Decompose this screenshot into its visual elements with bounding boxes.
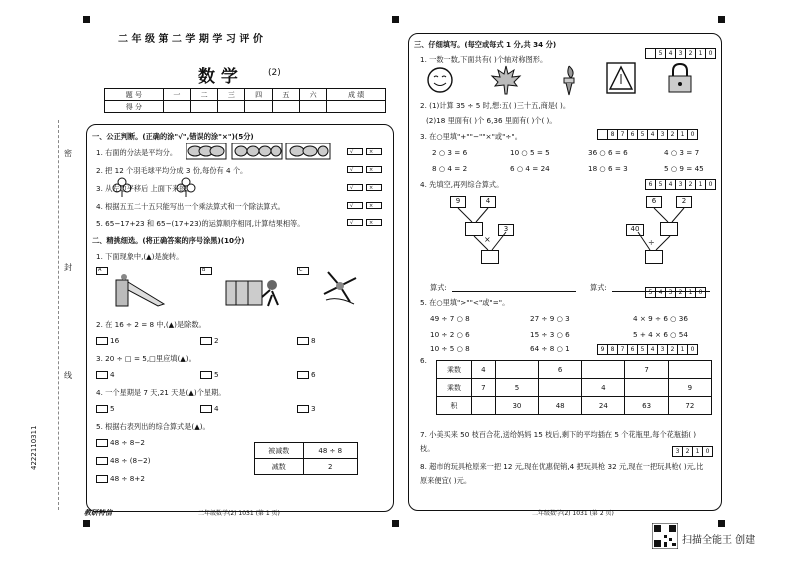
table-cell[interactable]: 4: [472, 361, 496, 379]
choice-option-b[interactable]: B: [200, 266, 214, 275]
table-cell[interactable]: 24: [582, 397, 625, 415]
score-cell[interactable]: [163, 101, 190, 113]
scanner-watermark: 扫描全能王 创建: [682, 535, 756, 546]
operator-item[interactable]: 18 ○ 6 = 3: [588, 164, 628, 173]
registration-mark: [718, 520, 725, 527]
fill-question: 2. (1)计算 35 ÷ 5 时,想:五( )三十五,商是( )。: [420, 101, 571, 110]
fill-question: (2)18 里面有( )个 6,36 里面有( )个( )。: [426, 116, 557, 125]
operator-item[interactable]: 8 ○ 4 = 2: [432, 164, 468, 173]
smiley-icon: [426, 66, 454, 94]
operator-item[interactable]: 4 ○ 3 = 7: [664, 148, 700, 157]
table-cell[interactable]: [668, 361, 711, 379]
table-cell[interactable]: 7: [625, 361, 668, 379]
row-label: 乘数: [437, 379, 472, 397]
false-box[interactable]: ×: [366, 184, 382, 191]
formula-label: 算式:: [590, 283, 607, 292]
compare-item[interactable]: 27 ÷ 9 ○ 3: [530, 314, 570, 323]
choice-option-c[interactable]: 8: [297, 336, 316, 345]
table-cell[interactable]: 4: [582, 379, 625, 397]
judge-item: 2. 把 12 个羽毛球平均分成 3 份,每份有 4 个。: [96, 166, 248, 175]
table-cell[interactable]: 63: [625, 397, 668, 415]
compare-item[interactable]: 5 + 4 × 6 ○ 54: [633, 330, 688, 339]
table-cell[interactable]: [625, 379, 668, 397]
score-table: [104, 88, 386, 113]
fill-question: 5. 在○里填">""<"或"="。: [420, 298, 510, 307]
section2-title: 二、精挑细选。(将正确答案的序号涂黑)(10分): [92, 236, 245, 245]
choice-option-b[interactable]: 48 ÷ (8−2): [96, 456, 151, 465]
digit-strip[interactable]: 3 2 1 0: [672, 446, 713, 457]
barcode-number: 4222110311: [30, 425, 38, 470]
answer-cell[interactable]: [465, 222, 483, 236]
seal-label: 密: [64, 149, 72, 158]
table-cell[interactable]: [495, 361, 538, 379]
compare-item[interactable]: 49 ÷ 7 ○ 8: [430, 314, 470, 323]
table-cell[interactable]: [539, 379, 582, 397]
row-label: 积: [437, 397, 472, 415]
publisher-logo: 教研特信: [84, 509, 112, 517]
seal-label: 线: [64, 371, 72, 380]
choice-question: 1. 下面现象中,(▲)是旋转。: [96, 252, 184, 261]
false-box[interactable]: ×: [366, 148, 382, 155]
diagram-box: 9: [450, 196, 466, 208]
digit-strip[interactable]: 5 4 3 2 1 0: [645, 287, 706, 298]
table-cell[interactable]: 6: [539, 361, 582, 379]
word-problem: 8. 超市的玩具枪原来一把 12 元,现在优惠促销,4 把玩具枪 32 元,现在一把玩具枪( )元,比原来便宜( )元。: [420, 462, 704, 485]
table-cell: 被减数: [255, 443, 304, 459]
diagram-box: 4: [480, 196, 496, 208]
registration-mark: [83, 16, 90, 23]
digit-strip[interactable]: 6 5 4 3 2 1 0: [645, 179, 716, 190]
score-cell[interactable]: [327, 101, 386, 113]
section3-title: 三、仔细填写。(每空或每式 1 分,共 34 分): [414, 40, 557, 49]
operator-item[interactable]: 6 ○ 4 = 24: [510, 164, 550, 173]
score-row-label: 得 分: [105, 101, 164, 113]
operator-label: ×: [484, 235, 491, 244]
registration-mark: [392, 520, 399, 527]
judge-item: 4. 根据五五二十五只能写出一个乘法算式和一个除法算式。: [96, 202, 285, 211]
diagram-box: 40: [626, 224, 644, 236]
subtraction-table: [254, 442, 358, 475]
leaf-pictures: [186, 143, 336, 161]
true-box[interactable]: √: [347, 148, 363, 155]
false-box[interactable]: ×: [366, 202, 382, 209]
slide-picture: [112, 272, 168, 308]
table-cell[interactable]: 7: [472, 379, 496, 397]
table-cell[interactable]: 30: [495, 397, 538, 415]
judge-item: 3. 从左边平移后 上面下来的。: [96, 184, 194, 193]
operator-item[interactable]: 5 ○ 9 = 45: [664, 164, 704, 173]
diagram-box: 3: [498, 224, 514, 236]
compare-item[interactable]: 64 ÷ 8 ○ 1: [530, 344, 570, 353]
score-cell[interactable]: [272, 101, 299, 113]
answer-cell[interactable]: [660, 222, 678, 236]
score-cell[interactable]: [190, 101, 217, 113]
choice-question: 2. 在 16 ÷ 2 = 8 中,(▲)是除数。: [96, 320, 206, 329]
table-cell[interactable]: 48: [539, 397, 582, 415]
choice-question: 4. 一个星期是 7 天,21 天是(▲)个星期。: [96, 388, 226, 397]
choice-option-c[interactable]: C: [297, 266, 311, 275]
judge-item: 1. 右面的分法是平均分。: [96, 148, 178, 157]
seal-label: 封: [64, 263, 72, 272]
choice-option-c[interactable]: 48 ÷ 8+2: [96, 474, 145, 483]
digit-strip[interactable]: 8 7 6 5 4 3 2 1 0: [597, 129, 698, 140]
edition-label: (2): [268, 68, 281, 78]
multiplication-table: [436, 360, 712, 415]
true-box[interactable]: √: [347, 219, 363, 226]
operator-item[interactable]: 2 ○ 3 = 6: [432, 148, 468, 157]
choice-option-a[interactable]: 5: [96, 404, 115, 413]
formula-blank[interactable]: [452, 291, 576, 292]
true-box[interactable]: √: [347, 202, 363, 209]
subject-title: 数 学: [198, 67, 238, 87]
page-number: 二年级数学(2) 1031 (第 1 页): [198, 510, 280, 517]
operator-item[interactable]: 10 ○ 5 = 5: [510, 148, 550, 157]
row-label: 乘数: [437, 361, 472, 379]
registration-mark: [83, 520, 90, 527]
true-box[interactable]: √: [347, 166, 363, 173]
fill-question: 4. 先填空,再列综合算式。: [420, 180, 504, 189]
table-cell[interactable]: 9: [668, 379, 711, 397]
diagram-box: 6: [646, 196, 662, 208]
score-header: 五: [272, 89, 299, 101]
table-cell[interactable]: [582, 361, 625, 379]
windmill-picture: [318, 268, 362, 308]
warning-sign-icon: [606, 62, 636, 94]
true-box[interactable]: √: [347, 184, 363, 191]
choice-option-a[interactable]: 4: [96, 370, 115, 379]
table-cell: 48 ÷ 8: [303, 443, 357, 459]
digit-strip[interactable]: 9 8 7 6 5 4 3 2 1 0: [597, 344, 698, 355]
choice-option-a[interactable]: 48 ÷ 8−2: [96, 438, 145, 447]
registration-mark: [392, 16, 399, 23]
score-header: 四: [245, 89, 272, 101]
table-cell: 减数: [255, 459, 304, 475]
choice-question: 3. 20 ÷ □ = 5,□里应填(▲)。: [96, 354, 196, 363]
compare-item[interactable]: 10 ÷ 5 ○ 8: [430, 344, 470, 353]
pushing-box-picture: [222, 275, 292, 309]
choice-option-c[interactable]: 3: [297, 404, 316, 413]
choice-option-b[interactable]: 2: [200, 336, 219, 345]
compare-item[interactable]: 4 × 9 ÷ 6 ○ 36: [633, 314, 688, 323]
false-box[interactable]: ×: [366, 219, 382, 226]
formula-label: 算式:: [430, 283, 447, 292]
table-cell[interactable]: 72: [668, 397, 711, 415]
table-cell[interactable]: [472, 397, 496, 415]
choice-option-b[interactable]: 5: [200, 370, 219, 379]
qr-code-icon: [652, 523, 678, 549]
seal-line: [58, 120, 59, 510]
score-header: 成 绩: [327, 89, 386, 101]
score-cell[interactable]: [245, 101, 272, 113]
choice-option-b[interactable]: 4: [200, 404, 219, 413]
choice-option-c[interactable]: 6: [297, 370, 316, 379]
fill-question: 6.: [420, 356, 427, 365]
answer-cell[interactable]: [481, 250, 499, 264]
fill-question: 1. 一数一数,下面共有( )个轴对称图形。: [420, 55, 548, 64]
score-header: 六: [299, 89, 326, 101]
operator-label: ÷: [648, 238, 655, 247]
choice-option-a[interactable]: A: [96, 266, 110, 275]
false-box[interactable]: ×: [366, 166, 382, 173]
table-cell[interactable]: 5: [495, 379, 538, 397]
compare-item[interactable]: 15 ÷ 3 ○ 6: [530, 330, 570, 339]
fill-question: 3. 在○里填"+""−""×"或"÷"。: [420, 132, 522, 141]
score-cell[interactable]: [218, 101, 245, 113]
torch-icon: [556, 64, 582, 96]
diagram-box: 2: [676, 196, 692, 208]
operator-item[interactable]: 36 ○ 6 = 6: [588, 148, 628, 157]
score-header: 二: [190, 89, 217, 101]
exam-title: 二 年 级 第 二 学 期 学 习 评 价: [118, 34, 263, 45]
compare-item[interactable]: 10 ÷ 2 ○ 6: [430, 330, 470, 339]
section1-title: 一、公正判断。(正确的涂"√",错误的涂"×")(5分): [92, 132, 254, 141]
page-number: 二年级数学(2) 1031 (第 2 页): [532, 510, 614, 517]
score-header: 题 号: [105, 89, 164, 101]
table-cell: 2: [303, 459, 357, 475]
judge-item: 5. 65−17+23 和 65−(17+23)的运算顺序相同,计算结果相等。: [96, 219, 305, 228]
digit-strip[interactable]: 5 4 3 2 1 0: [645, 48, 716, 59]
choice-option-a[interactable]: 16: [96, 336, 119, 345]
score-header: 一: [163, 89, 190, 101]
lock-icon: [666, 62, 694, 94]
maple-leaf-icon: [490, 64, 522, 96]
score-cell[interactable]: [299, 101, 326, 113]
club-shape-icon: [176, 176, 196, 198]
score-header: 三: [218, 89, 245, 101]
answer-cell[interactable]: [645, 250, 663, 264]
word-problem: 7. 小美买来 50 枝百合花,送给妈妈 15 枝后,剩下的平均插在 5 个花瓶里,每个花瓶插( )枝。: [420, 430, 697, 453]
registration-mark: [718, 16, 725, 23]
club-shape-icon: [112, 176, 132, 198]
choice-question: 5. 根据右表列出的综合算式是(▲)。: [96, 422, 210, 431]
